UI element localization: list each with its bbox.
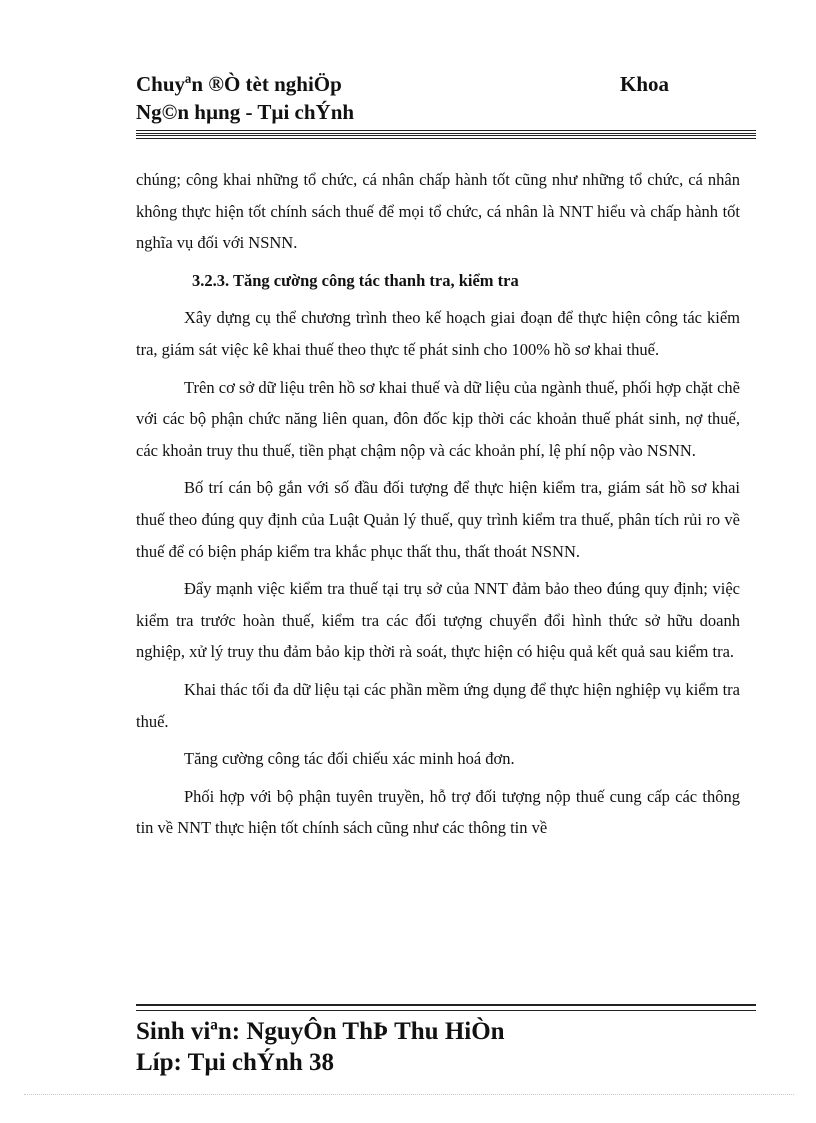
page-footer (136, 1016, 756, 1078)
paragraph-7: Tăng cường công tác đối chiếu xác minh hoá đơn. (184, 749, 515, 769)
paragraph-8: Phối hợp với bộ phận tuyên truyền, hỗ trợ đối tượng nộp thuế cung cấp các thông tin về NNT thực hiện tốt chính sách cũng như các thông tin về (136, 786, 740, 838)
header-rule-top (136, 130, 756, 134)
page-bottom-border (24, 1094, 794, 1095)
paragraph-3: Trên cơ sở dữ liệu trên hồ sơ khai thuế và dữ liệu của ngành thuế, phối hợp chặt chẽ với các bộ phận chức năng liên quan, đôn đốc kịp thời các khoản thuế phát sinh, nợ thuế, các khoản truy thu thuế, tiền phạt chậm nộp và các khoản phí, lệ phí nộp vào NSNN. (136, 377, 740, 460)
page-header (136, 70, 756, 126)
paragraph-2: Xây dựng cụ thể chương trình theo kế hoạch giai đoạn để thực hiện công tác kiểm tra, giám sát việc kê khai thuế theo thực tế phát sinh cho 100% hồ sơ khai thuế. (136, 308, 740, 359)
thesis-title: Chuyªn ®Ò tèt nghiÖp (136, 72, 342, 96)
paragraph-1: chúng; công khai những tổ chức, cá nhân chấp hành tốt cũng như những tổ chức, cá nhân không thực hiện tốt chính sách thuế để mọi tổ chức, cá nhân là NNT hiểu và chấp hành tốt nghĩa vụ đối với NSNN. (136, 170, 740, 253)
header-line-1 (136, 70, 756, 98)
student-name: Sinh viªn: NguyÔn ThÞ Thu HiÒn (136, 1018, 505, 1045)
header-rule-bottom (136, 135, 756, 139)
section-heading: 3.2.3. Tăng cường công tác thanh tra, kiểm tra (192, 270, 519, 290)
paragraph-6: Khai thác tối đa dữ liệu tại các phần mềm ứng dụng để thực hiện nghiệp vụ kiểm tra thuế. (136, 679, 740, 731)
paragraph-5: Đẩy mạnh việc kiểm tra thuế tại trụ sở của NNT đảm bảo theo đúng quy định; việc kiểm tra trước hoàn thuế, kiểm tra các đối tượng chuyển đổi hình thức sở hữu doanh nghiệp, xử lý truy thu đảm bảo kịp thời rà soát, thực hiện có hiệu quả kết quả sau kiểm tra. (136, 579, 740, 662)
class-name: Líp: Tµi chÝnh 38 (136, 1049, 335, 1076)
footer-rule-thin (136, 1010, 756, 1011)
paragraph-4: Bố trí cán bộ gắn với số đầu đối tượng để thực hiện kiểm tra, giám sát hồ sơ khai thuế theo đúng quy định của Luật Quản lý thuế, quy trình kiểm tra thuế, phân tích rủi ro về thuế để có biện pháp kiểm tra khắc phục thất thu, thất thoát NSNN. (136, 478, 740, 561)
body-text (136, 164, 740, 850)
footer-rule-thick (136, 1004, 756, 1006)
faculty-label: Khoa (620, 72, 670, 96)
department-title: Ng©n hµng - Tµi chÝnh (136, 100, 355, 124)
